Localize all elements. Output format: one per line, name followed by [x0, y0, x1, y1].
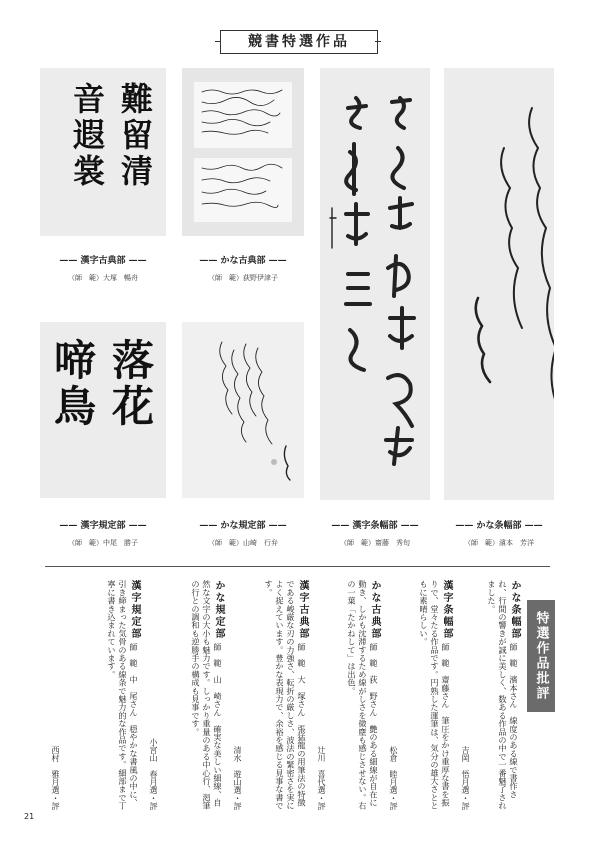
caption-category: —— かな古典部 ——: [199, 256, 287, 266]
caption-kanji-koten: [40, 253, 166, 283]
caption-author: （師 範）濱本 芳洋: [464, 539, 534, 547]
caption-category: —— 漢字条幅部 ——: [331, 521, 419, 531]
cursive-script-graphic: [320, 68, 430, 500]
caption-kana-kitei: [182, 518, 304, 548]
caption-author: （師 範）山崎 行弁: [208, 539, 278, 547]
critique-body: 師 範 山 崎さん 確実な美しい細線、自然な文字の大小も魅力です。しっかり重量のある中心行、渇筆の行との調和も逆勝手の構成も見事です。: [191, 580, 223, 810]
critique-kana-koten: [316, 580, 380, 810]
caption-author: （師 範）中尾 勝子: [68, 539, 138, 547]
critique-reviewer: 吉岡 悟月選・評: [461, 746, 470, 810]
critique-kanji-joufuku: [388, 580, 452, 810]
critique-dept: かな古典部: [369, 580, 380, 640]
cursive-script-graphic: [194, 82, 292, 148]
artwork-kanji-koten: [40, 68, 166, 236]
caption-category: —— かな条幅部 ——: [455, 521, 543, 531]
page-number: 21: [24, 812, 35, 821]
critique-reviewer: 小宮山 春月選・評: [149, 738, 158, 810]
critique-kana-kitei: [148, 580, 224, 810]
page-title: 競書特選作品: [220, 30, 378, 54]
caption-category: —— 漢字古典部 ——: [59, 256, 147, 266]
caption-author: （師 範）大塚 暢舟: [68, 274, 138, 282]
caption-category: —— かな規定部 ——: [199, 521, 287, 531]
header-rule-right: [375, 41, 381, 42]
cursive-script-graphic: [182, 322, 304, 498]
critique-dept: 漢字古典部: [297, 580, 308, 640]
critique-dept: 漢字条幅部: [441, 580, 452, 640]
caption-category: —— 漢字規定部 ——: [59, 521, 147, 531]
critique-dept: かな条幅部: [509, 580, 520, 640]
critique-kanji-koten: [232, 580, 308, 810]
critique-kana-joufuku: [460, 580, 520, 810]
artwork-leaf-lower: [194, 158, 292, 222]
critique-reviewer: 辻川 喜代選・評: [317, 746, 326, 810]
cursive-script-graphic: [444, 68, 554, 500]
critique-body: 師 範 濱本さん 線度のある線で書作され、行間の響きが誠に美しく、数ある作品の中で一番魅了されました。: [487, 580, 519, 810]
section-header: [0, 30, 595, 54]
caption-kanji-kitei: [40, 518, 166, 548]
section-divider: [45, 566, 550, 567]
artwork-kanji-joufuku: [320, 68, 430, 500]
critique-reviewer: 清水 遊山選・評: [233, 746, 242, 810]
critique-body: 師 範 中 尾さん 穏やかな書風の中に、引き締まった気骨のある線条で魅力的な作品です。細部まで丁寧に書き込まれています。: [107, 580, 139, 810]
critique-body: 師 範 荻 野さん 艶のある細線が自在に動き、しかも沈滞するため線がしさを微塵も感じさせない。右の一葉「たかねして」は出色。: [347, 580, 379, 810]
critique-kanji-kitei: [50, 580, 140, 810]
critique-section-label: 特選作品批評: [527, 600, 555, 712]
caption-author: （師 範）荻野伊津子: [208, 274, 278, 282]
critique-reviewer: 西村 雅月選・評: [51, 746, 60, 810]
critique-body: 師 範 齋藤さん 筆圧をかけ重厚な書を振りで、堂々たる作品です。円熟した運筆は、気分の雄大さとともに素晴らしい。: [419, 580, 451, 810]
critique-reviewer: 松倉 睦月選・評: [389, 746, 398, 810]
artwork-text-right-column: 落花: [106, 338, 155, 430]
critique-dept: 漢字規定部: [129, 580, 140, 640]
critique-dept: かな規定部: [213, 580, 224, 640]
artwork-kana-koten: [182, 68, 304, 236]
caption-kana-joufuku: [444, 518, 554, 548]
artwork-kana-joufuku: [444, 68, 554, 500]
artwork-text-left-column: 啼鳥: [48, 338, 97, 430]
artwork-leaf-upper: [194, 82, 292, 148]
cursive-script-graphic: [194, 158, 292, 222]
caption-kanji-joufuku: [320, 518, 430, 548]
caption-author: （師 範）齋藤 秀旬: [340, 539, 410, 547]
artwork-kanji-kitei: [40, 322, 166, 498]
caption-kana-koten: [182, 253, 304, 283]
artwork-kana-kitei: [182, 322, 304, 498]
artwork-text-left-column: 音遐裳: [68, 82, 106, 190]
artwork-text-right-column: 難留清: [116, 82, 154, 190]
critique-body: 師 範 大 塚さん 張猛龍の用筆法の特徴である峻厳な刃の力強さ、転折の厳しさ、波法の緊密さを実によく捉えています。豊かな表現力で、余裕を感じる見事な書です。: [264, 580, 307, 810]
